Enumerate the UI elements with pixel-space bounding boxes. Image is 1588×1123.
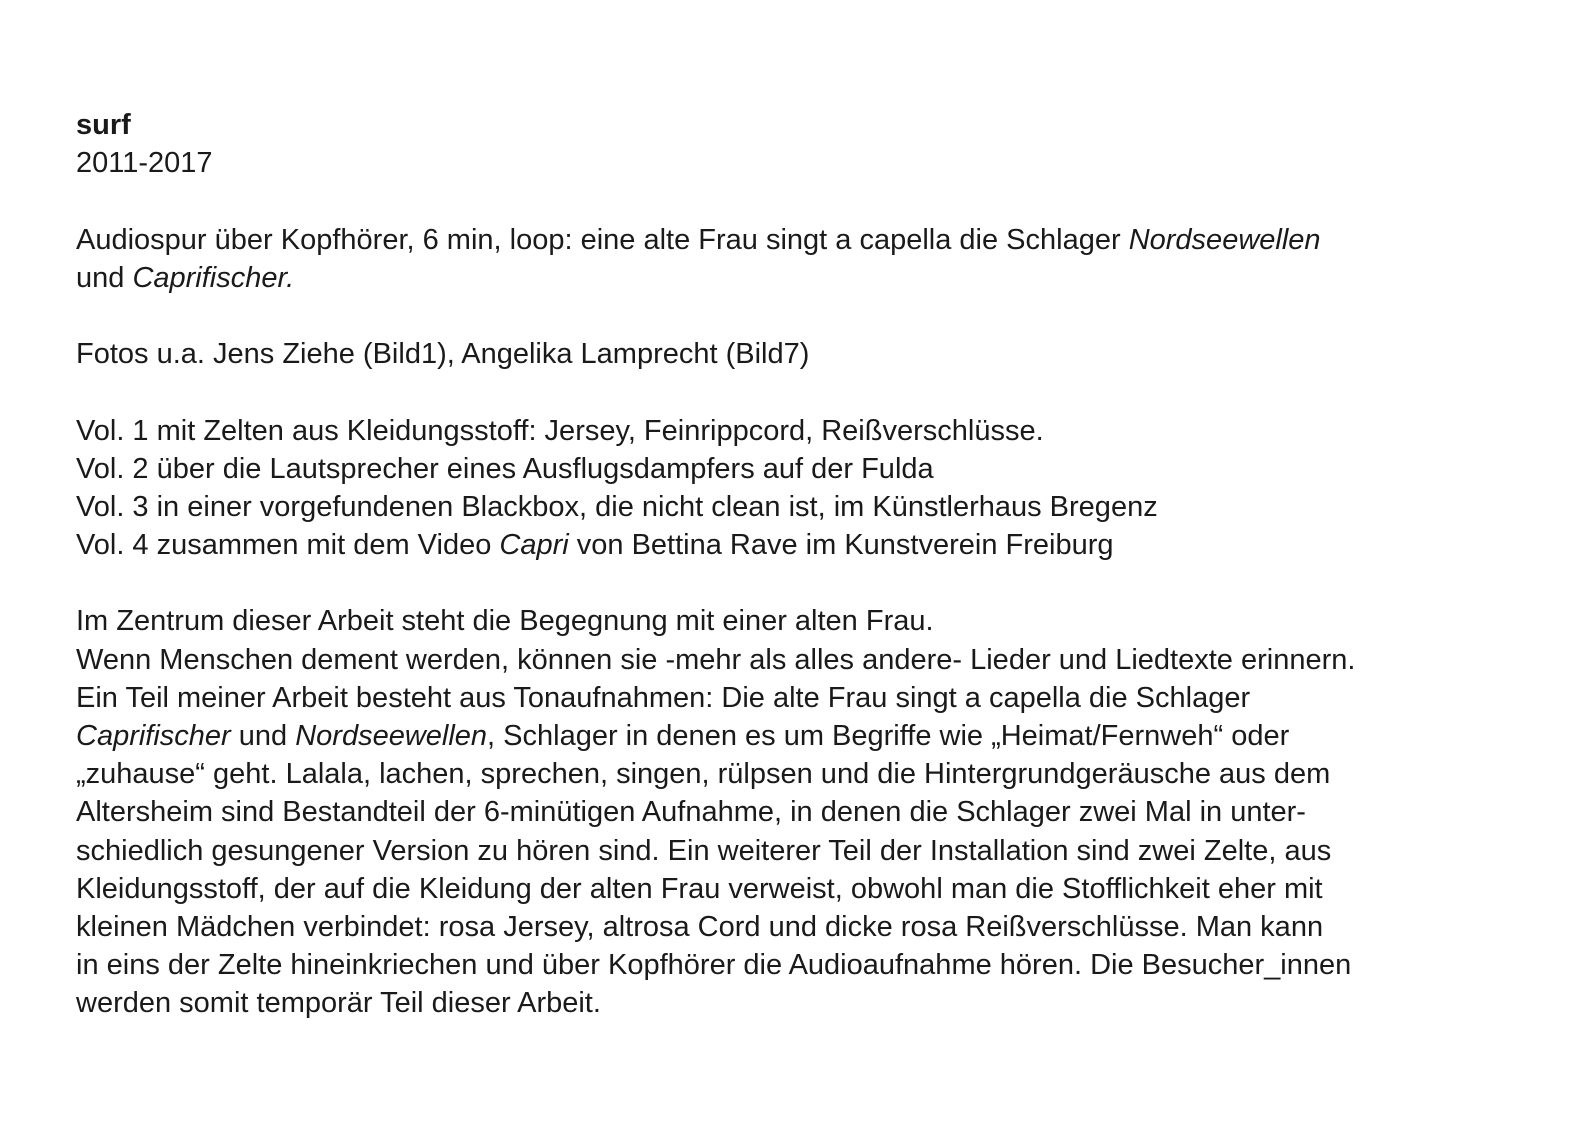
body-line-4-text-b: und — [230, 720, 296, 752]
work-title: surf — [76, 109, 131, 141]
body-line-4-text-d: , Schlager in denen es um Begriffe wie „Heimat/Fernweh“ oder — [487, 720, 1290, 752]
work-years: 2011-2017 — [76, 147, 213, 180]
body-line-10: in eins der Zelte hineinkriechen und über Kopfhörer die Audioaufnahme hören. Die Besucher_innen — [76, 949, 1352, 982]
audio-text-2: und — [76, 261, 133, 294]
body-line-4 — [76, 717, 1556, 755]
body-line-8: Kleidungsstoff, der auf die Kleidung der alten Frau verweist, obwohl man die Stofflichkeit eher mit — [76, 872, 1323, 905]
body-line-1: Im Zentrum dieser Arbeit steht die Begegnung mit einer alten Frau. — [76, 605, 934, 638]
body-line-11: werden somit temporär Teil dieser Arbeit. — [76, 987, 601, 1020]
body-line-3: Ein Teil meiner Arbeit besteht aus Tonaufnahmen: Die alte Frau singt a capella die Schlager — [76, 681, 1251, 714]
body-line-5: „zuhause“ geht. Lalala, lachen, sprechen, singen, rülpsen und die Hintergrundgeräusche aus dem — [76, 758, 1331, 791]
volume-4-text-a: Vol. 4 zusammen mit dem Video — [76, 529, 500, 562]
photo-credits: Fotos u.a. Jens Ziehe (Bild1), Angelika Lamprecht (Bild7) — [76, 338, 810, 371]
song-title-caprifischer: Caprifischer. — [132, 261, 295, 294]
volume-4-text-c: von Bettina Rave im Kunstverein Freiburg — [568, 529, 1114, 562]
volume-4 — [76, 526, 1556, 564]
body-line-9: kleinen Mädchen verbindet: rosa Jersey, altrosa Cord und dicke rosa Reißverschlüsse. Man kann — [76, 910, 1324, 943]
spacer — [76, 564, 1556, 602]
volume-3: Vol. 3 in einer vorgefundenen Blackbox, die nicht clean ist, im Künstlerhaus Bregenz — [76, 490, 1158, 523]
song-title-caprifischer: Caprifischer — [76, 720, 231, 752]
body-line-7: schiedlich gesungener Version zu hören sind. Ein weiterer Teil der Installation sind zwei Zelte, aus — [76, 834, 1332, 867]
spacer — [76, 373, 1556, 411]
audio-text-1: Audiospur über Kopfhörer, 6 min, loop: eine alte Frau singt a capella die Schlager — [76, 223, 1129, 256]
volume-1: Vol. 1 mit Zelten aus Kleidungsstoff: Jersey, Feinrippcord, Reißverschlüsse. — [76, 414, 1044, 447]
song-title-nordseewellen: Nordseewellen — [295, 720, 488, 752]
body-line-2: Wenn Menschen dement werden, können sie -mehr als alles andere- Lieder und Liedtexte erinnern. — [76, 643, 1356, 676]
audio-description-line-1 — [76, 221, 1556, 259]
document-page — [76, 106, 1556, 1023]
spacer — [76, 182, 1556, 220]
volume-2: Vol. 2 über die Lautsprecher eines Ausflugsdampfers auf der Fulda — [76, 452, 934, 485]
body-line-6: Altersheim sind Bestandteil der 6-minütigen Aufnahme, in denen die Schlager zwei Mal in unter- — [76, 796, 1306, 829]
spacer — [76, 297, 1556, 335]
audio-description-line-2 — [76, 259, 1556, 297]
video-title-capri: Capri — [499, 529, 569, 562]
song-title-nordseewellen: Nordseewellen — [1128, 223, 1321, 256]
